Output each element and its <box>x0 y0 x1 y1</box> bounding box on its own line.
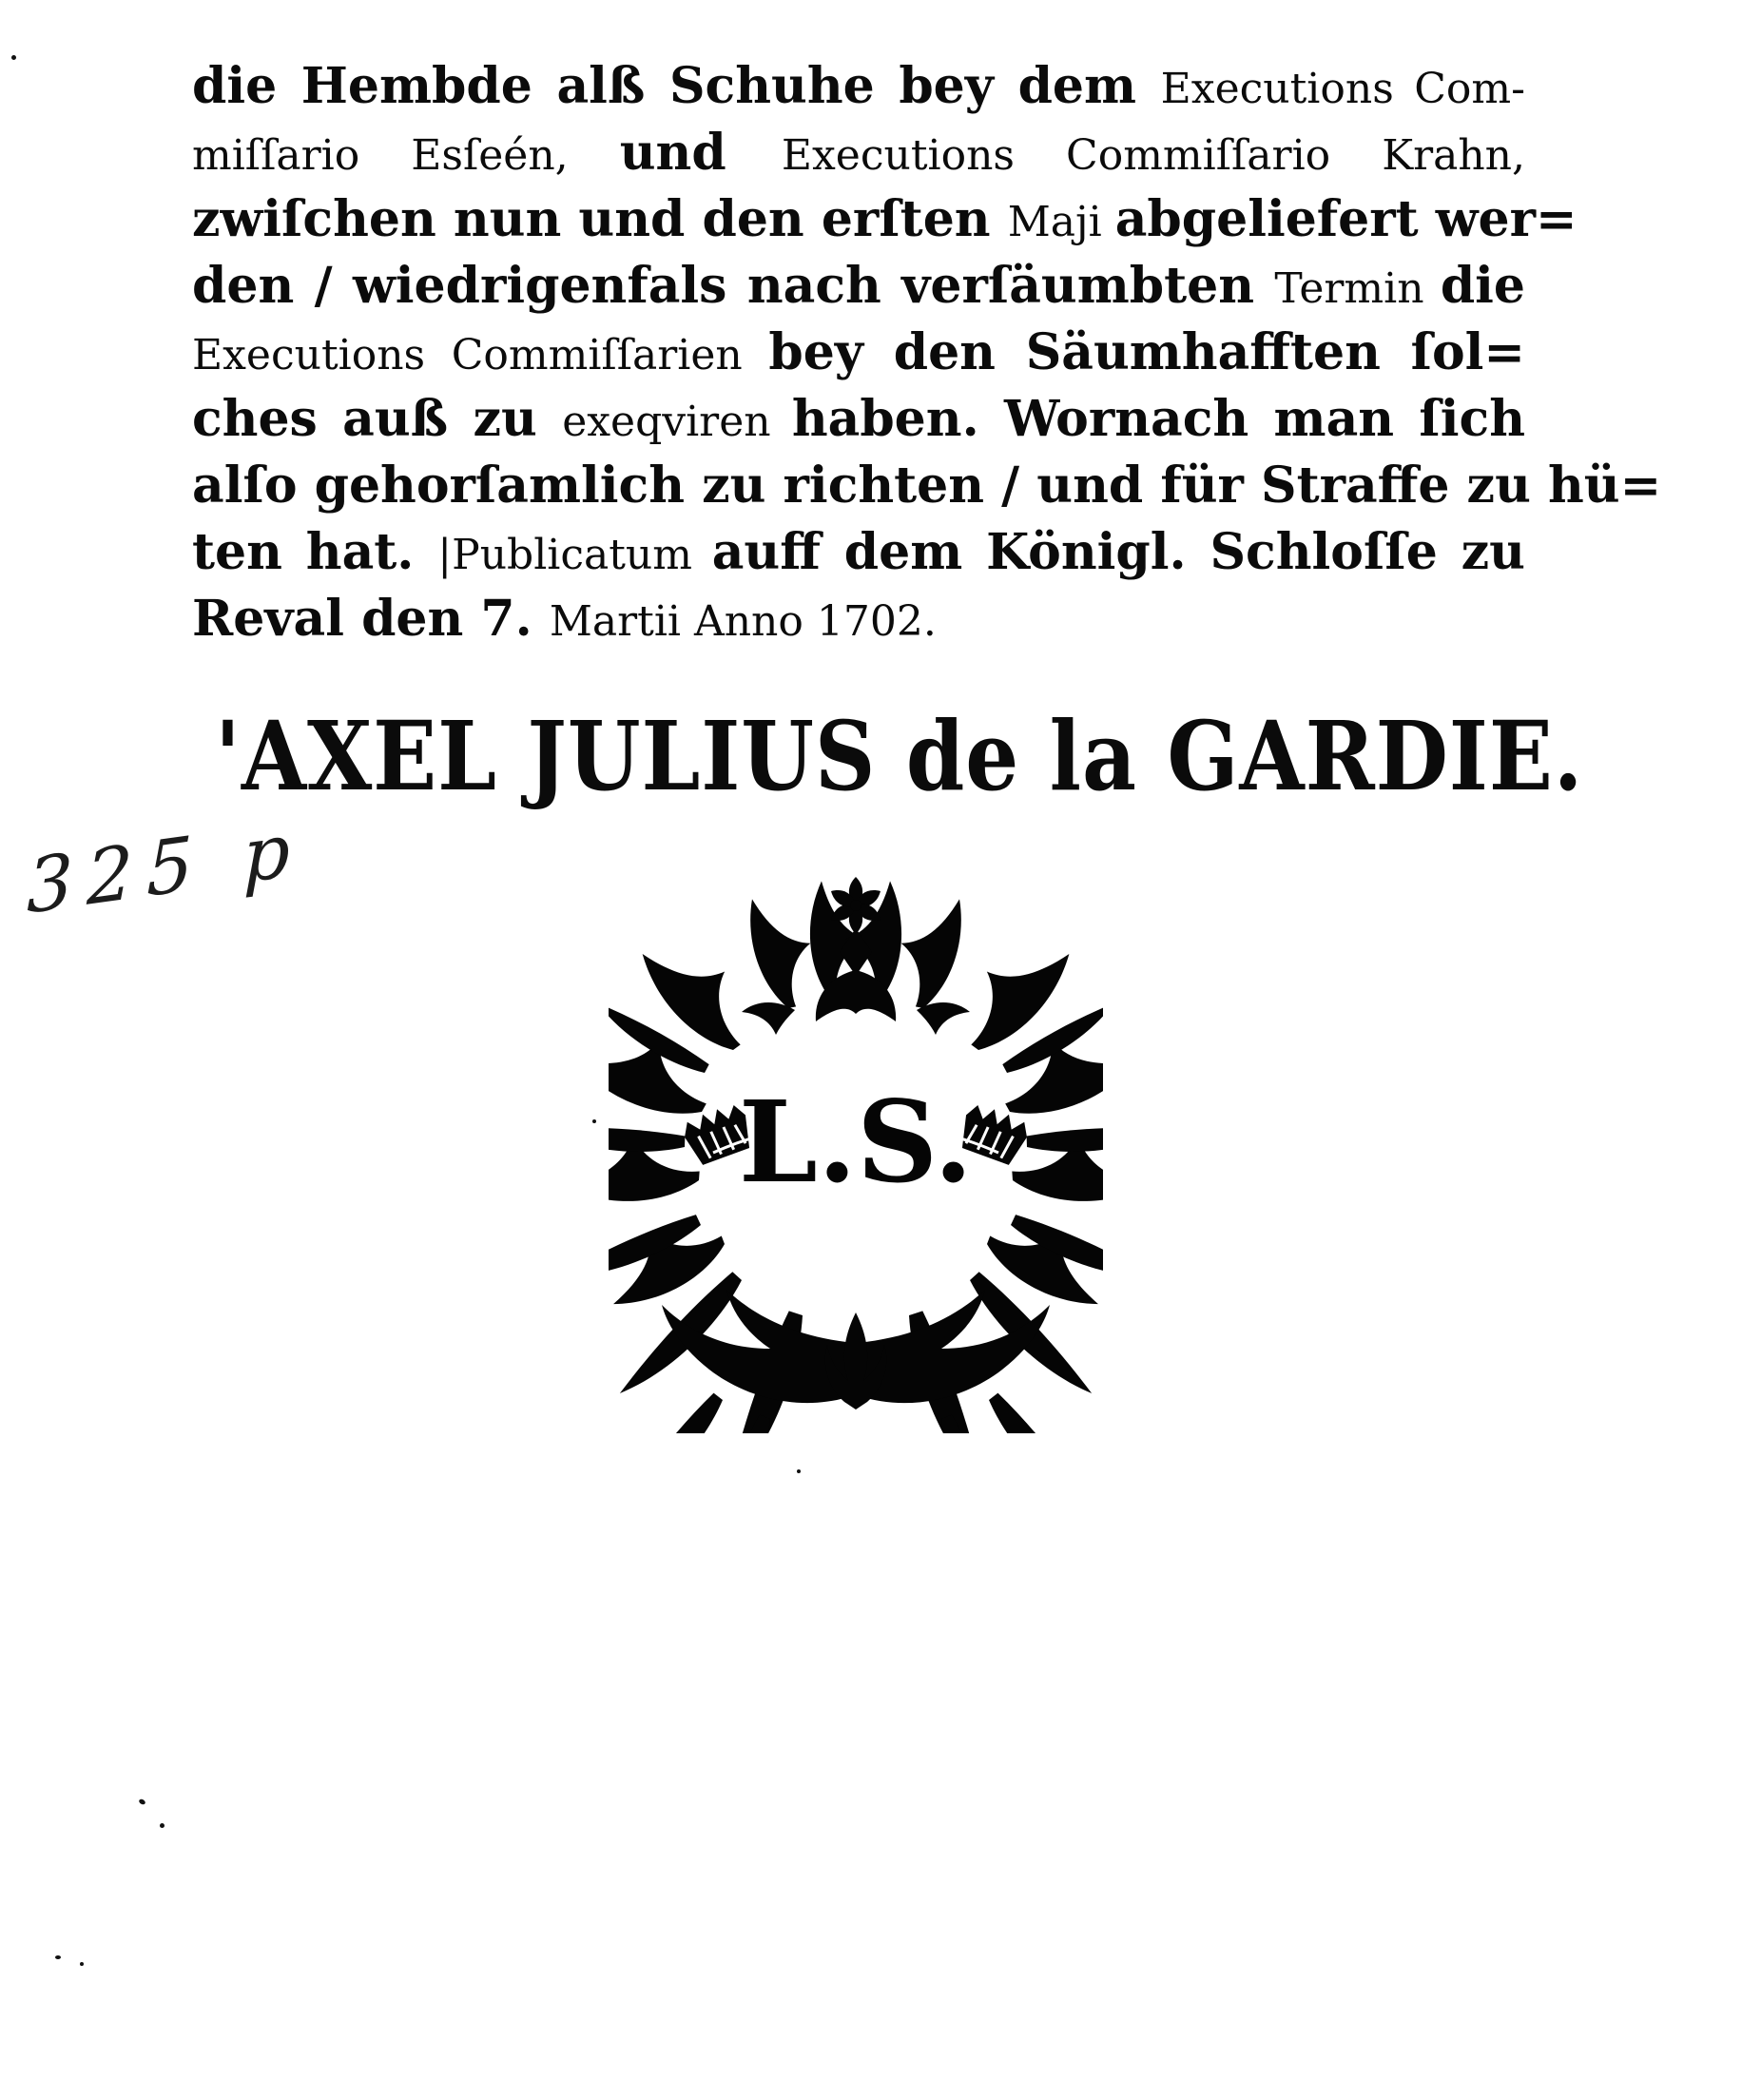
body-text-block <box>192 53 1662 652</box>
text-segment-fraktur: die Hembde alß Schuhe bey dem <box>192 57 1161 115</box>
text-segment-fraktur: die <box>1440 257 1526 315</box>
text-segment-fraktur: auff dem Königl. Schloſſe zu <box>711 523 1525 581</box>
handwritten-page-number: 325 p <box>27 806 303 931</box>
text-segment-roman: Termin <box>1274 264 1441 313</box>
text-segment-fraktur: Reval den 7. <box>192 590 550 648</box>
scan-speck <box>797 1469 801 1473</box>
scan-speck <box>80 1962 84 1966</box>
text-segment-fraktur: ches auß zu <box>192 390 563 448</box>
scan-speck <box>55 1955 61 1959</box>
body-text-line <box>192 120 1525 186</box>
scan-speck <box>11 55 16 60</box>
seal-monogram: L.S. <box>738 1076 974 1208</box>
body-text-line <box>192 253 1525 320</box>
text-segment-fraktur: haben. Wornach man ſich <box>791 390 1525 448</box>
text-segment-roman: Executions Com- <box>1160 65 1526 113</box>
text-segment-fraktur: alſo gehorſamlich zu richten / und für Straffe zu hü= <box>192 457 1662 515</box>
signature-name: 'AXEL JULIUS de la GARDIE. <box>215 700 1584 812</box>
text-segment-fraktur: zwiſchen nun und den erſten <box>192 190 1008 248</box>
text-segment-roman: Executions Commiſſarien <box>192 331 769 379</box>
body-text-line <box>192 519 1525 586</box>
text-segment-roman: exeqviren <box>562 398 792 446</box>
body-text-line <box>192 586 1525 652</box>
body-text-line <box>192 53 1525 120</box>
text-segment-fraktur: ten hat. <box>192 523 438 581</box>
text-segment-roman: Maji <box>1007 198 1115 246</box>
body-text-line <box>192 453 1662 519</box>
text-segment-roman: Martii Anno 1702. <box>549 597 937 646</box>
text-segment-fraktur: den / wiedrigenfals nach verſäumbten <box>192 257 1275 315</box>
text-segment-fraktur: und <box>619 124 782 182</box>
scan-speck <box>592 1119 596 1123</box>
body-text-line <box>192 186 1577 253</box>
scan-speck <box>138 1799 146 1806</box>
text-segment-fraktur: abgeliefert wer= <box>1114 190 1577 248</box>
body-text-line <box>192 320 1525 386</box>
scan-speck <box>160 1823 165 1828</box>
text-segment-roman: miſſario Esſeén, <box>192 131 620 180</box>
body-text-line <box>192 386 1525 453</box>
text-segment-roman: |Publicatum <box>437 531 712 579</box>
text-segment-roman: Executions Commiſſario Krahn, <box>781 131 1525 180</box>
laurel-wreath-seal-icon <box>609 867 1103 1433</box>
text-segment-fraktur: bey den Säumhafften ſol= <box>768 323 1526 381</box>
